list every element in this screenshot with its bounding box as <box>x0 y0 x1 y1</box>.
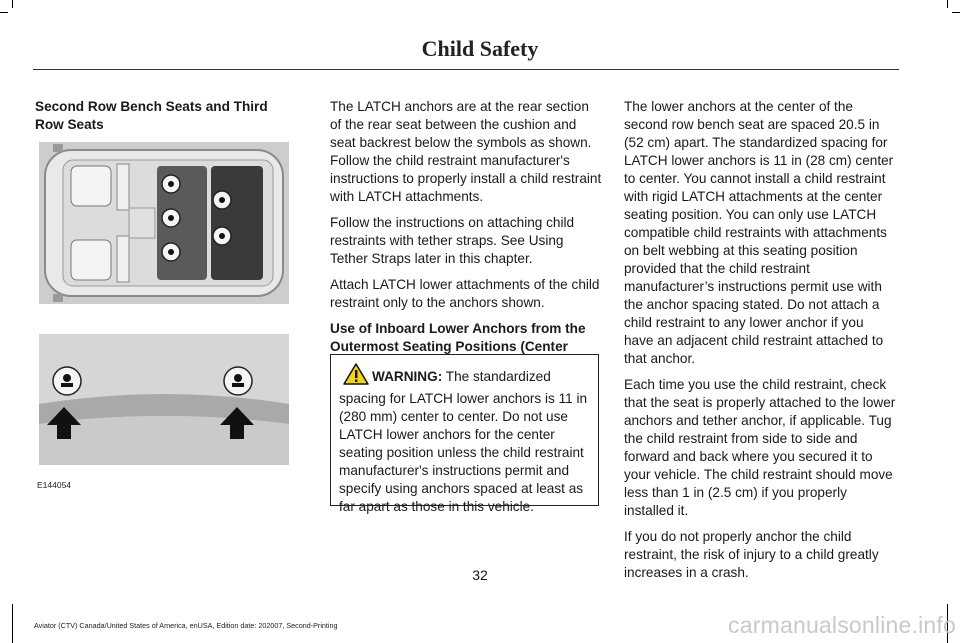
crop-mark-top-right-h <box>952 12 960 13</box>
right-column <box>624 98 896 590</box>
crop-mark-top-left-h <box>0 12 8 13</box>
middle-column <box>330 98 602 382</box>
warning-label: WARNING: <box>372 369 443 384</box>
vehicle-overhead-figure <box>39 142 289 304</box>
figure-code: E144054 <box>37 480 72 490</box>
paragraph: Each time you use the child restraint, check that the seat is properly attached to the lower anchors and tether anchor, if applicable. Tug the child restraint from side to side and forward and back where you secured it to your vehicle. The child restraint should move less than 1 in (2.5 cm) if you properly installed it. <box>624 377 896 518</box>
page-number: 32 <box>472 567 488 583</box>
latch-symbol-left <box>53 367 81 395</box>
paragraph: Attach LATCH lower attachments of the child restraint only to the anchors shown. <box>330 277 600 310</box>
header-divider <box>33 69 899 70</box>
section-heading: Use of Inboard Lower Anchors from the Outermost Seating Positions (Center <box>330 321 586 354</box>
vehicle-overhead-illustration <box>39 142 289 304</box>
watermark: carmanualsonline.info <box>728 612 956 638</box>
warning-box <box>330 354 599 514</box>
paragraph: The lower anchors at the center of the second row bench seat are spaced 20.5 in (52 cm) apart. The standardized spacing for LATCH lower anchors is 11 in (28 cm) center to center. You cannot install a child restraint with rigid LATCH attachments at the center seating position. You can only use LATCH compatible child restraints with attachments on belt webbing at this seating position provided that the child restraint manufacturer’s instructions permit use with the anchor spacing stated. Do not attach a child restraint to any lower anchor if you have an adjacent child restraint attached to that anchor. <box>624 99 894 366</box>
warning-text: The standardized spacing for LATCH lower anchors is 11 in (280 mm) center to center. Do not use LATCH lower anchors for the center seating position unless the child restraint manufacturer's instructions permit and specify using anchors spaced at least as far apart as those in this vehicle. <box>339 369 588 514</box>
latch-symbol-right <box>224 367 252 395</box>
footer-edition: Aviator (CTV) Canada/United States of America, enUSA, Edition date: 202007, Second-Printing <box>34 621 338 630</box>
section-heading: Second Row Bench Seats and Third Row Seats <box>35 99 268 132</box>
paragraph: If you do not properly anchor the child restraint, the risk of injury to a child greatly increases in a crash. <box>624 529 879 580</box>
anchor-closeup-illustration <box>39 334 289 465</box>
paragraph: The LATCH anchors are at the rear section of the rear seat between the cushion and seat backrest below the symbols as shown. Follow the child restraint manufacturer's instructions to properly install a child restraint with LATCH attachments. <box>330 99 602 204</box>
crop-mark-top-right-v <box>947 0 948 8</box>
paragraph: Follow the instructions on attaching child restraints with tether straps. See Using Tether Straps later in this chapter. <box>330 215 575 266</box>
crop-mark-bottom-left-v <box>12 604 13 643</box>
left-column <box>35 98 300 142</box>
warning-icon <box>343 363 369 390</box>
page-title: Child Safety <box>421 36 539 61</box>
anchor-closeup-figure <box>39 334 289 465</box>
crop-mark-top-left-v <box>12 0 13 8</box>
